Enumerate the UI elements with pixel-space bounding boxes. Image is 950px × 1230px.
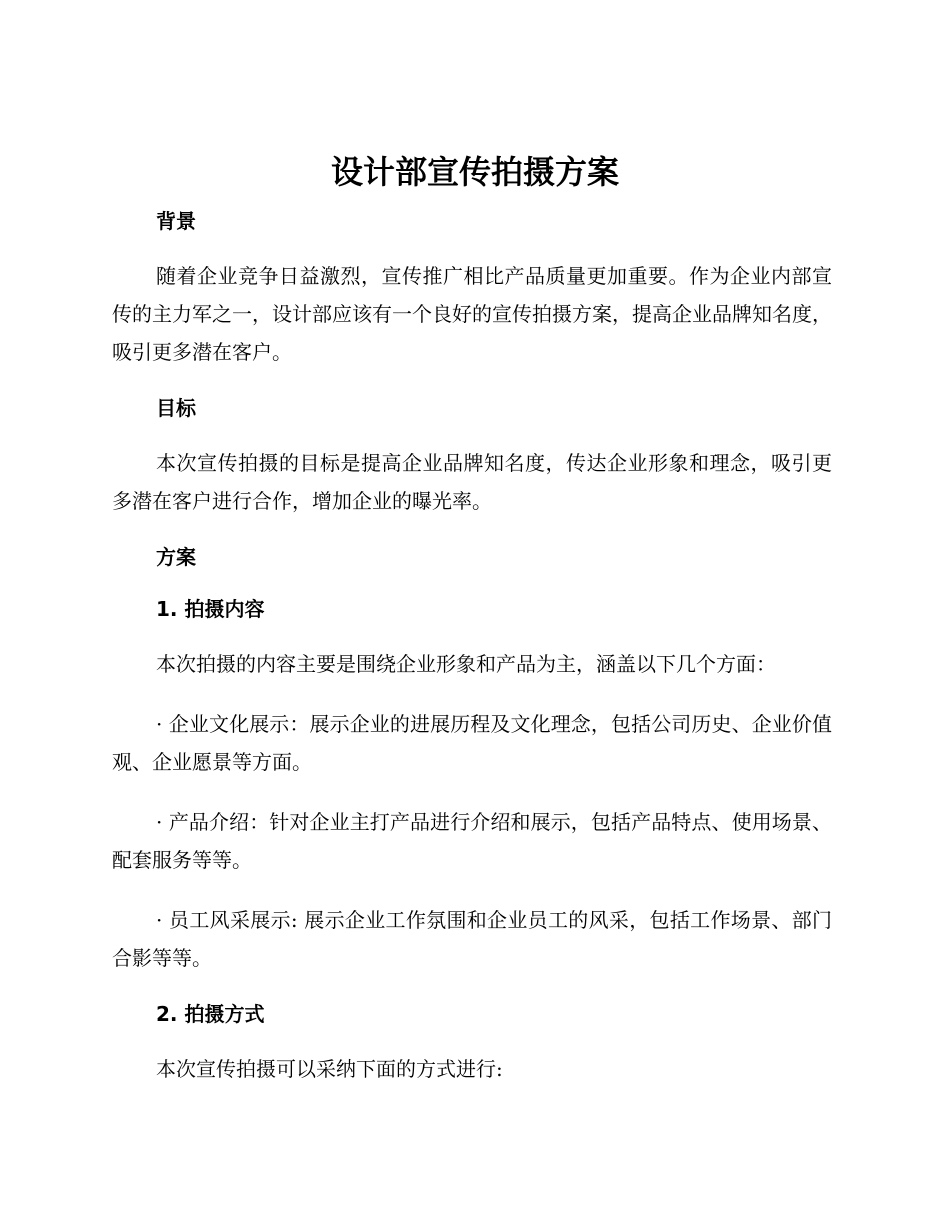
list-item-staff: · 员工风采展示: 展示企业工作氛围和企业员工的风采，包括工作场景、部门合影等等。 xyxy=(112,908,832,970)
section-heading-background: 背景 xyxy=(156,209,196,233)
subsection-heading-content: 1. 拍摄内容 xyxy=(156,597,265,621)
paragraph-content-intro: 本次拍摄的内容主要是围绕企业形象和产品为主，涵盖以下几个方面： xyxy=(156,652,776,676)
list-item-culture: · 企业文化展示：展示企业的进展历程及文化理念，包括公司历史、企业价值观、企业愿景等方面。 xyxy=(112,712,832,774)
section-heading-goal: 目标 xyxy=(156,396,196,420)
document-body xyxy=(112,206,832,1088)
paragraph-background: 随着企业竞争日益激烈，宣传推广相比产品质量更加重要。作为企业内部宣传的主力军之一，设计部应该有一个良好的宣传拍摄方案，提高企业品牌知名度，吸引更多潜在客户。 xyxy=(112,264,832,364)
list-item-product: · 产品介绍：针对企业主打产品进行介绍和展示，包括产品特点、使用场景、配套服务等等。 xyxy=(112,810,832,872)
section-heading-plan: 方案 xyxy=(156,545,196,569)
paragraph-goal: 本次宣传拍摄的目标是提高企业品牌知名度，传达企业形象和理念，吸引更多潜在客户进行合作，增加企业的曝光率。 xyxy=(112,451,832,513)
document-title: 设计部宣传拍摄方案 xyxy=(330,153,619,191)
paragraph-method-intro: 本次宣传拍摄可以采纳下面的方式进行: xyxy=(156,1057,503,1081)
subsection-heading-method: 2. 拍摄方式 xyxy=(156,1002,265,1026)
